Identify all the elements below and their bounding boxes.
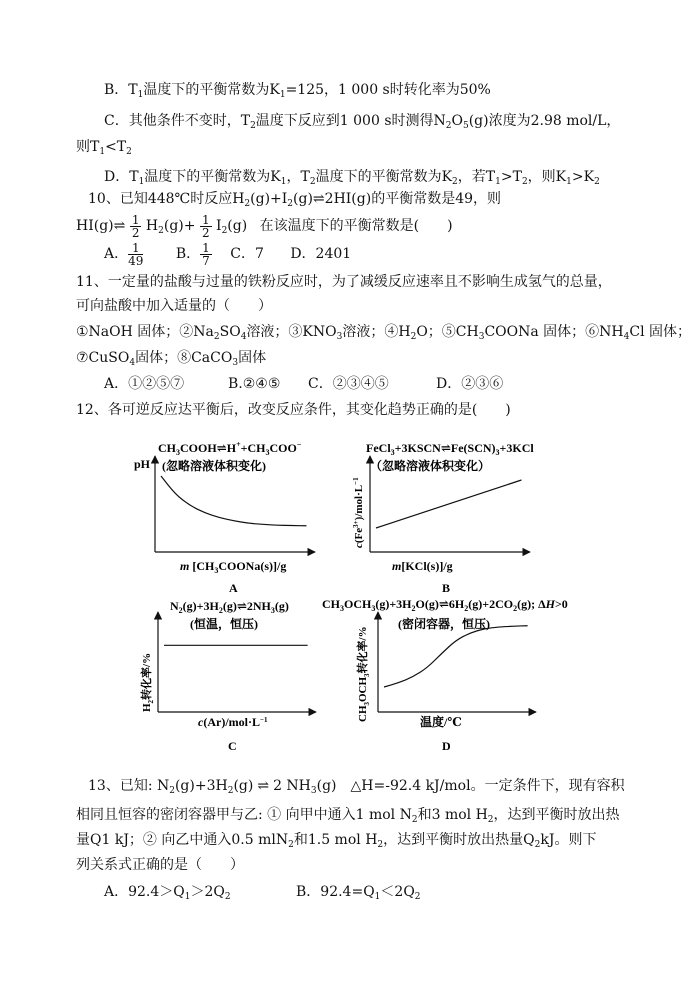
chart-d-series-line: [384, 626, 528, 687]
chart-a-series-line: [161, 476, 306, 526]
q10-options: A． $\frac{1}{49}$ B． $\frac{1}{7}$ C．7 D．2401: [104, 240, 352, 268]
chart-d-caption: D: [442, 739, 451, 753]
q11-option-a: A．①②⑤⑦: [104, 376, 185, 392]
q12-figures: [0, 430, 696, 760]
chart-c-caption: C: [228, 739, 237, 753]
chart-a-subtitle: (忽略溶液体积变化): [162, 459, 266, 473]
q11-line1: 11、一定量的盐酸与过量的铁粉反应时，为了减缓反应速率且不影响生成氢气的总量，: [76, 274, 612, 290]
chart-b-title: $FeCl_3+3KSCN\rightleftharpoons Fe(SCN)_3+3KCl$: [366, 441, 534, 457]
q9-option-c: C．其他条件不变时，$T_2$温度下反应到1 000 s时测得$N_2O_5(g)$浓度为2.98 mol/L，: [104, 113, 621, 131]
option-a-fraction: $\frac{1}{49}$: [128, 240, 144, 268]
q11-option-b: B.②④⑤: [228, 376, 281, 392]
chart-a-caption: A: [229, 581, 238, 595]
q11-line2: 可向盐酸中加入适量的（ ）: [76, 298, 272, 314]
q11-line4: ⑦CuSO$_4$固体；⑧CaCO$_3$固体: [76, 350, 267, 368]
chart-a-xlabel: m $[CH_3COONa(s)]/g$: [180, 559, 287, 575]
chart-b-series-line: [376, 480, 521, 528]
chart-b-xlabel: m[KCl(s)]/g: [392, 559, 453, 573]
chart-d-xlabel: 温度/℃: [420, 715, 462, 729]
q13-line1: 13、已知: $N_2(g)+3H_2(g)$ ⇌ 2 $NH_3(g)$ △H=-92.4 kJ/mol。一定条件下，现有容积: [88, 778, 625, 796]
chart-a-ylabel: pH: [134, 457, 151, 471]
fraction-half: $\frac{1}{2}$: [131, 212, 140, 240]
chart-c-subtitle: (恒温，恒压): [190, 617, 258, 631]
equilibrium-arrow-icon: ⇌: [113, 218, 126, 234]
q10-stem: 10、已知448℃时反应$H_2(g)+I_2(g)\rightleftharpoons 2HI(g)$的平衡常数是49，则: [88, 191, 502, 209]
chart-c-xlabel: $c(Ar)/mol\cdot L^{-1}$: [198, 715, 268, 729]
option-b-fraction: $\frac{1}{7}$: [202, 240, 210, 268]
q13-line4: 列关系式正确的是（ ）: [76, 857, 244, 873]
q13-line2: 相同且恒容的密闭容器甲与乙: ① 向甲中通入1 mol $N_2$和3 mol $H_2$，达到平衡时放出热: [76, 807, 620, 825]
q11-option-c: C．②③④⑤: [308, 376, 389, 392]
chart-b-subtitle: （忽略溶液体积变化）: [370, 459, 491, 473]
chart-d-title: $CH_3OCH_3(g)+3H_2O(g)\rightleftharpoons 6H_2(g)+2CO_2(g)$; ΔH>0: [322, 597, 568, 613]
q13-option-b: B．$92.4=Q_1<2Q_2$: [296, 884, 421, 902]
chart-a-title: $CH_3COOH\rightleftharpoons H^++CH_3COO^-$: [158, 440, 302, 457]
q9-option-c-cont: 则$T_1<T_2$: [76, 139, 132, 157]
q12-stem: 12、各可逆反应达平衡后，改变反应条件，其变化趋势正确的是( ): [76, 402, 511, 418]
equilibrium-arrow-icon: ⇌: [257, 778, 270, 794]
chart-c-title: $N_2(g)+3H_2(g)\rightleftharpoons 2NH_3(g)$: [170, 599, 289, 615]
equilibrium-arrow-icon: ⇌: [312, 191, 325, 207]
q9-option-b: B．$T_1$温度下的平衡常数为$K_1=125$，1 000 s时转化率为50%: [104, 82, 491, 100]
chart-b-caption: B: [442, 581, 451, 595]
fraction-half: $\frac{1}{2}$: [201, 212, 210, 240]
q13-line3: 量Q1 kJ；② 向乙中通入0.5 mlN$_2$和1.5 mol $H_2$，达到平衡时放出热量$Q_2kJ$。则下: [76, 832, 597, 850]
chart-d-subtitle: (密闭容器，恒压): [398, 617, 490, 631]
chart-c-ylabel: $H_2$转化率/%: [141, 652, 155, 712]
q9-option-d: D．$T_1$温度下的平衡常数为$K_1$，$T_2$温度下的平衡常数为$K_2$，若$T_1>T_2$，则$K_1>K_2$: [104, 169, 600, 187]
q11-option-d: D．②③⑥: [436, 376, 504, 392]
q10-expression: HI(g)⇌ $\frac{1}{2}$ $H_2(g)+$ $\frac{1}{2}$ $I_2(g)$ 在该温度下的平衡常数是( ): [76, 212, 453, 240]
chart-d-ylabel: $CH_3OCH_3$转化率/%: [357, 626, 371, 722]
q11-line3: ①NaOH 固体；$②Na_2SO_4$溶液；$③KNO_3$溶液；$④H_2O$；$⑤CH_3COONa$ 固体；$⑥NH_4Cl$ 固体；: [76, 324, 692, 342]
q13-option-a: A．$92.4>Q_1>2Q_2$: [104, 884, 231, 902]
chart-b-ylabel: $c(Fe^{3+})/mol\cdot L^{-1}$: [352, 477, 365, 548]
